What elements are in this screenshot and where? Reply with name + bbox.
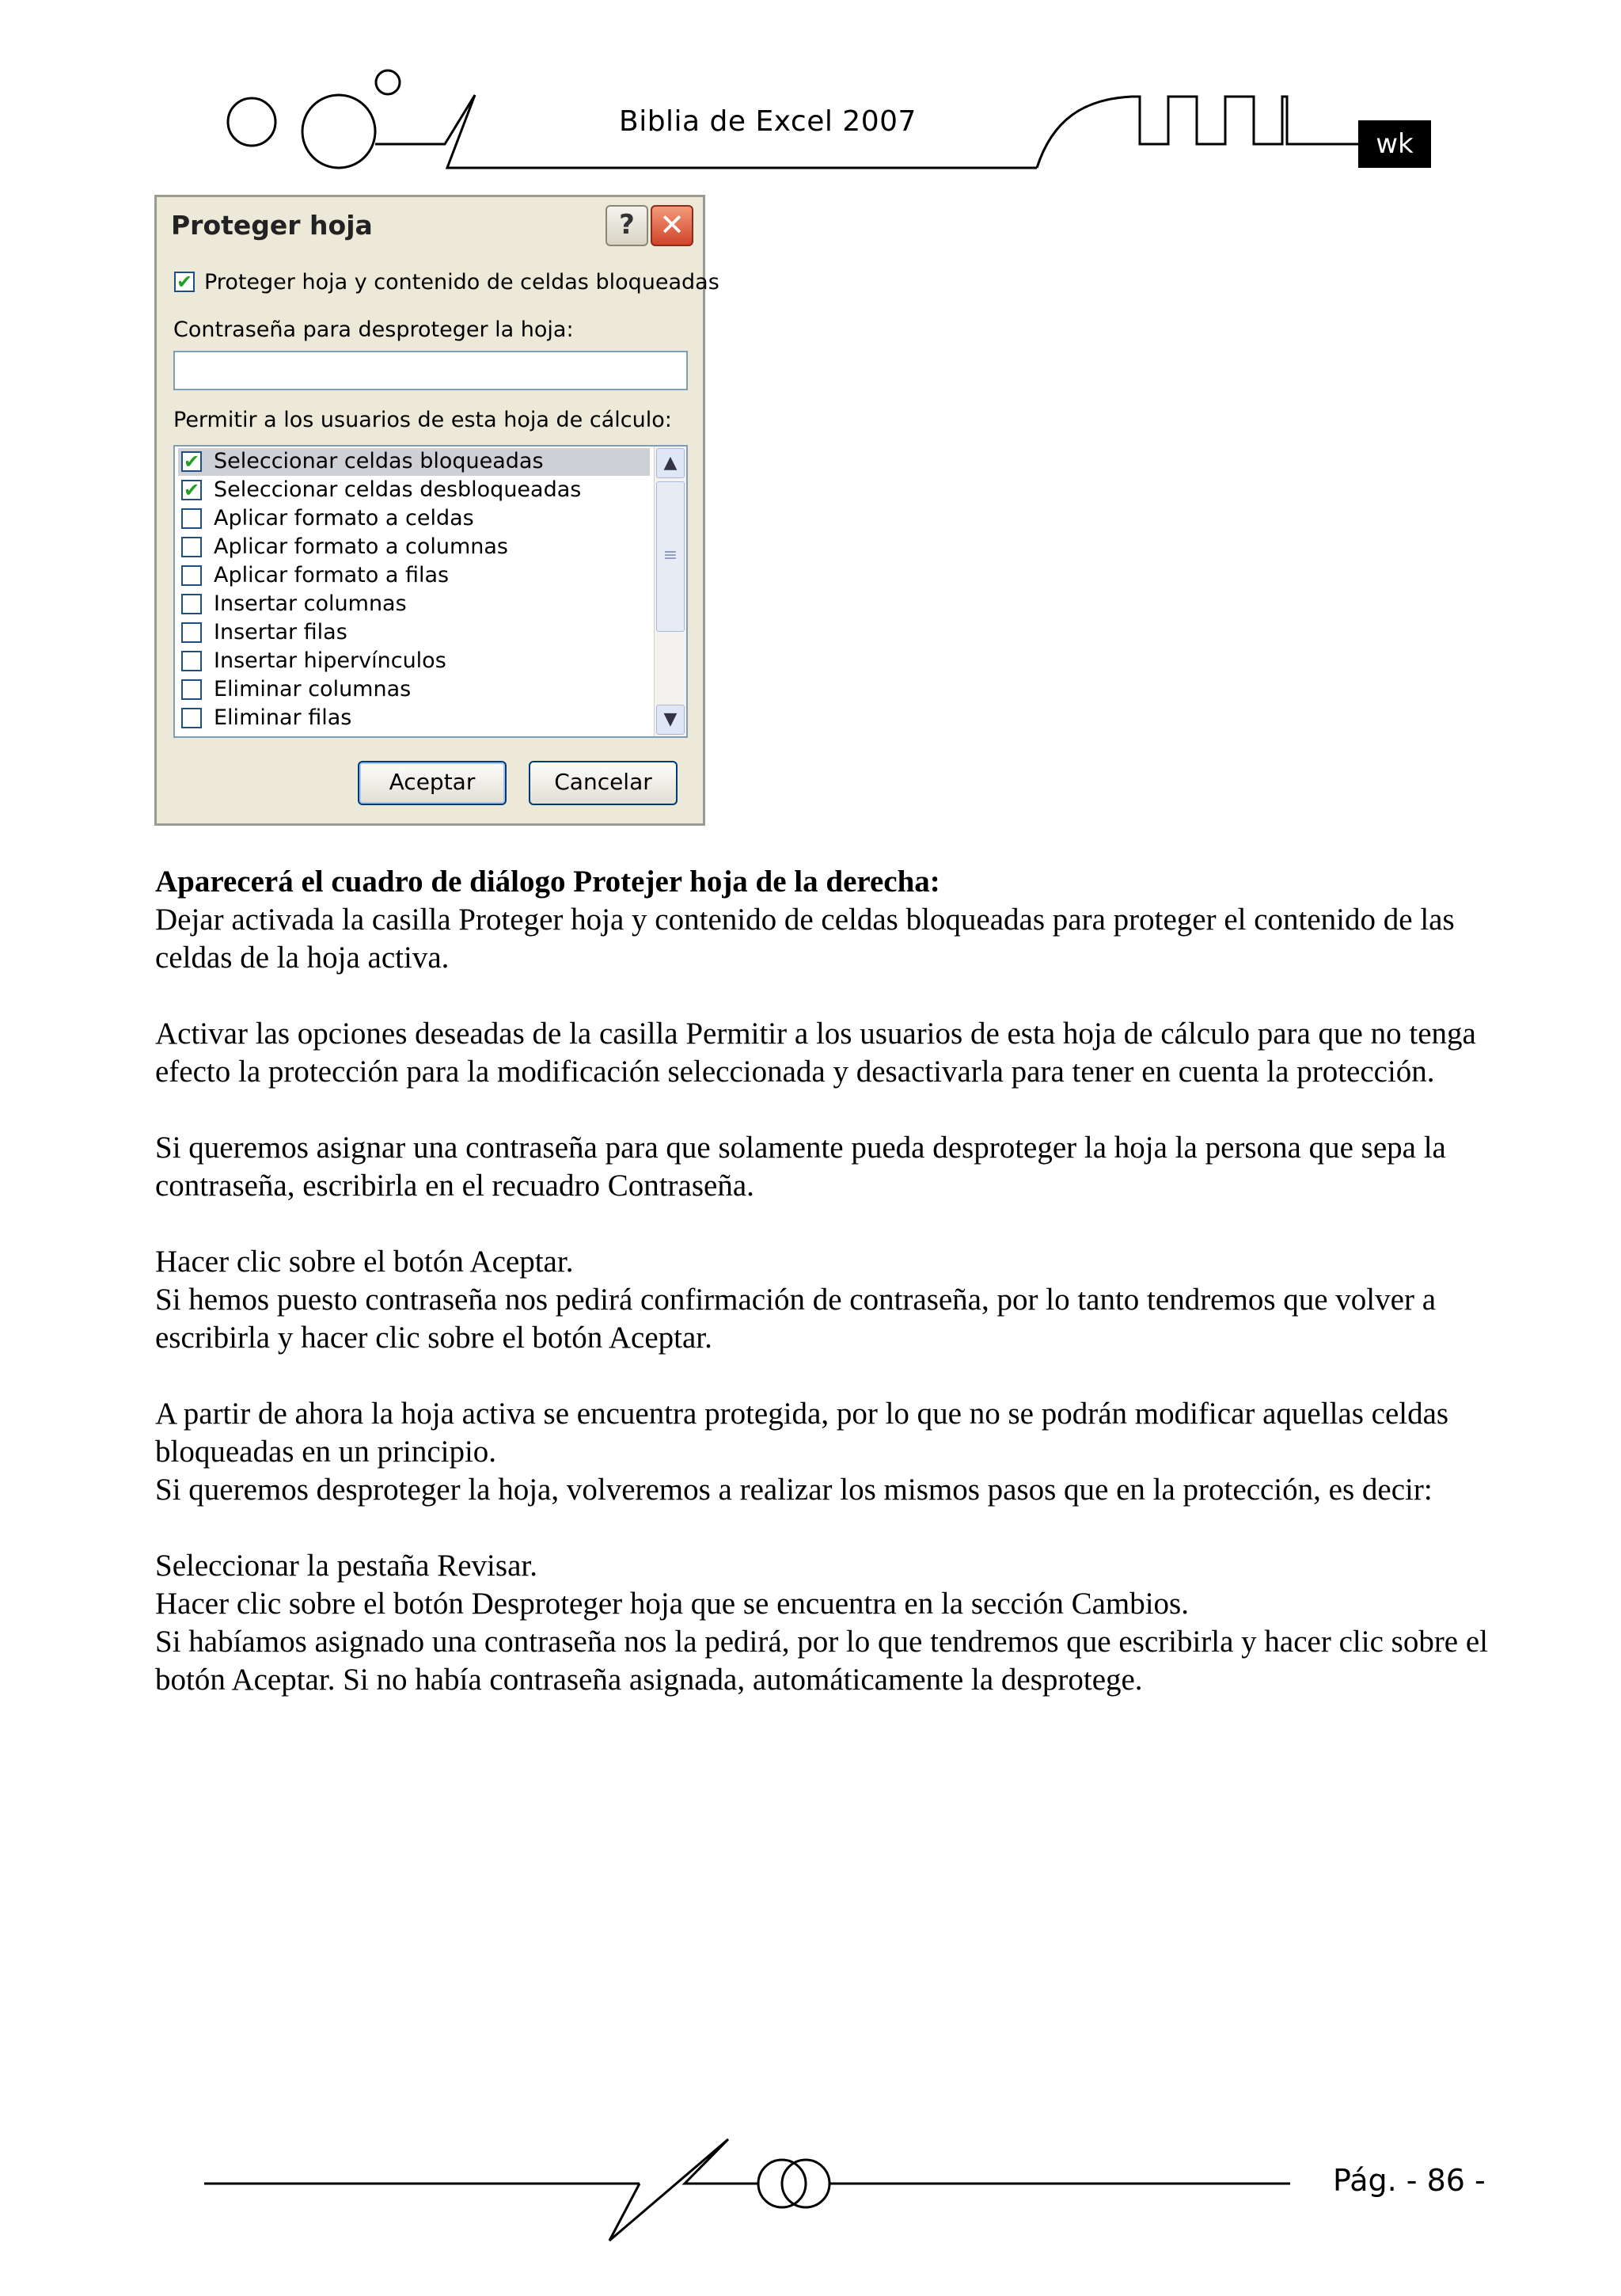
permission-label: Aplicar formato a celdas (214, 506, 474, 530)
permission-checkbox[interactable] (181, 679, 202, 700)
password-label: Contraseña para desproteger la hoja: (173, 317, 574, 342)
list-item[interactable] (178, 562, 650, 590)
permission-label: Insertar hipervínculos (214, 648, 446, 673)
cancel-button[interactable]: Cancelar (529, 761, 678, 805)
permission-label: Eliminar columnas (214, 677, 412, 701)
paragraph: Si queremos desproteger la hoja, volveremos a realizar los mismos pasos que en la protección, es decir: (155, 1473, 1433, 1507)
password-field[interactable] (173, 351, 688, 390)
body-text (155, 863, 1501, 1699)
allow-users-label: Permitir a los usuarios de esta hoja de cálculo: (173, 408, 672, 432)
scroll-down-icon[interactable]: ▼ (656, 705, 685, 735)
paragraph: Hacer clic sobre el botón Aceptar. (155, 1245, 574, 1279)
protect-sheet-label: Proteger hoja y contenido de celdas bloqueadas (204, 270, 719, 295)
list-item[interactable] (178, 534, 650, 561)
permission-label: Insertar columnas (214, 591, 407, 616)
header-title: Biblia de Excel 2007 (619, 105, 917, 138)
list-item[interactable] (178, 648, 650, 675)
permission-checkbox[interactable] (181, 537, 202, 557)
page-number: Pág. - 86 - (1333, 2163, 1486, 2198)
list-item[interactable] (178, 591, 650, 618)
list-scrollbar[interactable] (654, 447, 686, 736)
paragraph: Si queremos asignar una contraseña para que solamente pueda desproteger la hoja la persona que sepa la contraseña, escribirla en el recuadro Contraseña. (155, 1131, 1446, 1203)
paragraph: Activar las opciones deseadas de la casilla Permitir a los usuarios de esta hoja de cálculo para que no tenga efecto la protección para la modificación seleccionada y desactivarla para tener en cuenta la protección. (155, 1017, 1476, 1089)
paragraph: Si habíamos asignado una contraseña nos la pedirá, por lo que tendremos que escribirla y hacer clic sobre el botón Aceptar. Si no había contraseña asignada, automáticamente la desprotege. (155, 1625, 1489, 1697)
paragraph: Hacer clic sobre el botón Desproteger hoja que se encuentra en la sección Cambios. (155, 1587, 1189, 1621)
header-badge: wk (1358, 120, 1431, 168)
paragraph: Seleccionar la pestaña Revisar. (155, 1549, 537, 1583)
list-item[interactable] (178, 448, 650, 476)
scroll-thumb[interactable]: ≡ (656, 481, 685, 632)
dialog-title: Proteger hoja (171, 210, 373, 241)
paragraph: Si hemos puesto contraseña nos pedirá confirmación de contraseña, por lo tanto tendremos que volver a escribirla y hacer clic sobre el botón Aceptar. (155, 1283, 1437, 1355)
permission-checkbox[interactable] (181, 622, 202, 643)
list-item[interactable] (178, 619, 650, 647)
permission-checkbox[interactable]: ✔ (181, 480, 202, 500)
list-item[interactable] (178, 676, 650, 704)
list-item[interactable] (178, 705, 650, 732)
permission-checkbox[interactable] (181, 594, 202, 614)
permission-label: Seleccionar celdas bloqueadas (214, 449, 544, 473)
question-icon[interactable]: ? (606, 205, 648, 246)
permission-label: Insertar filas (214, 620, 347, 644)
paragraph: Dejar activada la casilla Proteger hoja y contenido de celdas bloqueadas para proteger el contenido de las celdas de la hoja activa. (155, 903, 1455, 975)
protect-sheet-dialog (154, 195, 719, 826)
permission-label: Seleccionar celdas desbloqueadas (214, 477, 582, 502)
permission-label: Eliminar filas (214, 705, 352, 730)
accept-button[interactable]: Aceptar (358, 761, 507, 805)
permission-checkbox[interactable] (181, 565, 202, 586)
paragraph: A partir de ahora la hoja activa se encuentra protegida, por lo que no se podrán modificar aquellas celdas bloqueadas en un principio. (155, 1397, 1449, 1469)
close-icon[interactable]: ✕ (651, 205, 693, 246)
section-heading: Aparecerá el cuadro de diálogo Protejer hoja de la derecha: (155, 865, 940, 899)
list-item[interactable] (178, 505, 650, 533)
protect-sheet-checkbox[interactable]: ✔ (174, 272, 195, 292)
scroll-up-icon[interactable]: ▲ (656, 448, 685, 478)
permissions-list[interactable] (173, 445, 688, 738)
permission-checkbox[interactable]: ✔ (181, 451, 202, 472)
permission-label: Aplicar formato a columnas (214, 534, 509, 559)
permission-checkbox[interactable] (181, 508, 202, 529)
list-item[interactable] (178, 477, 650, 504)
permission-label: Aplicar formato a filas (214, 563, 450, 587)
permission-checkbox[interactable] (181, 651, 202, 671)
permission-checkbox[interactable] (181, 708, 202, 728)
